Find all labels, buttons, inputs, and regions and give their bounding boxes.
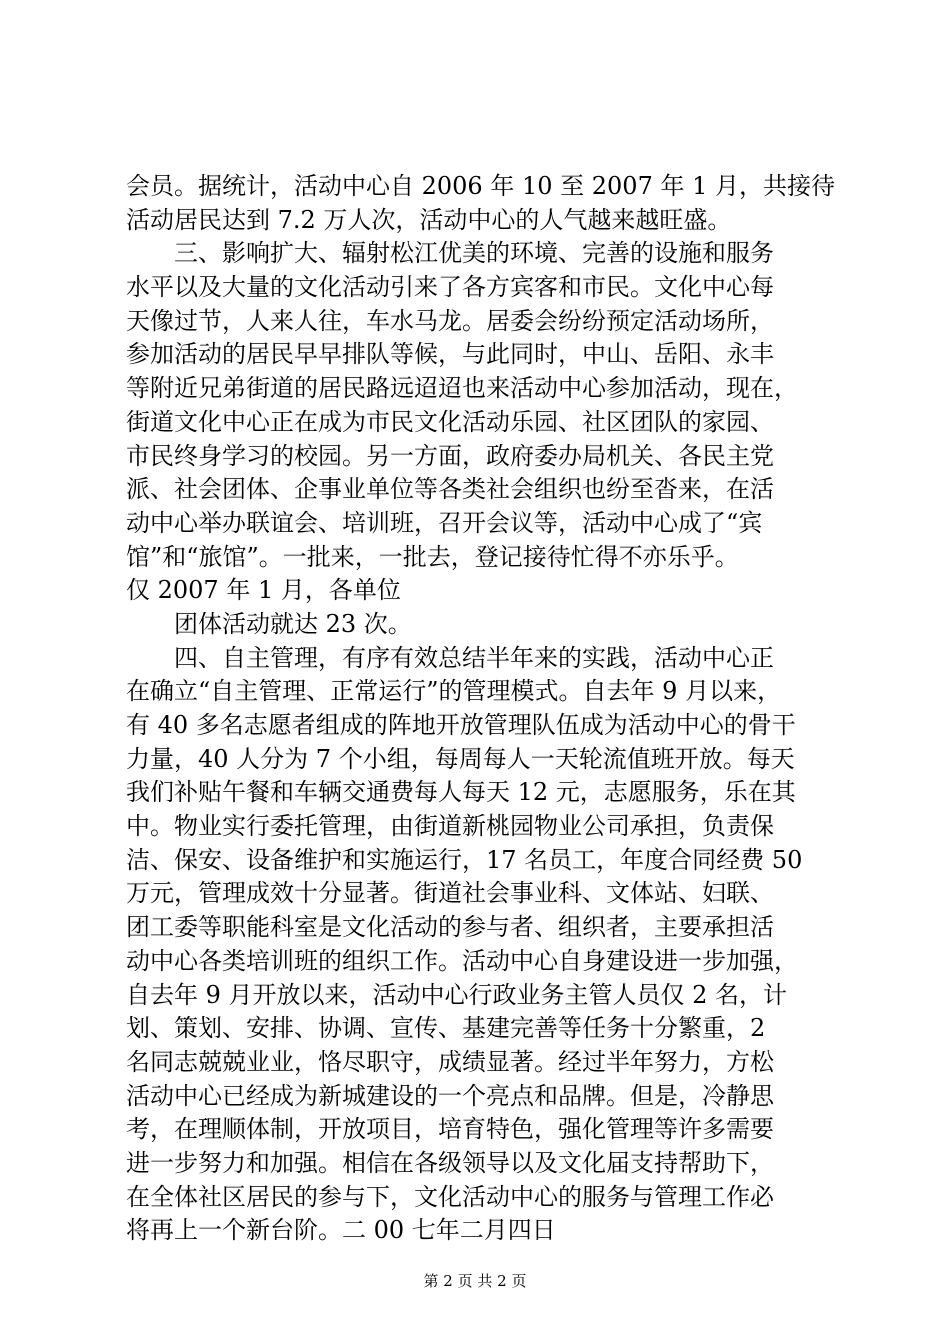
text-line: 三、影响扩大、辐射松江优美的环境、完善的设施和服务: [174, 239, 774, 268]
text-line: 在全体社区居民的参与下，文化活动中心的服务与管理工作必: [126, 1182, 774, 1211]
text-line: 四、自主管理，有序有效总结半年来的实践，活动中心正: [174, 643, 774, 672]
text-line: 团体活动就达 23 次。: [174, 609, 412, 638]
text-line: 有 40 多名志愿者组成的阵地开放管理队伍成为活动中心的骨干: [126, 711, 796, 739]
text-line: 自去年 9 月开放以来，活动中心行政业务主管人员仅 2 名，计: [126, 980, 788, 1009]
text-line: 在确立“自主管理、正常运行”的管理模式。自去年 9 月以来，: [126, 677, 782, 706]
text-line: 划、策划、安排、协调、宣传、基建完善等任务十分繁重，2: [126, 1014, 766, 1043]
text-line: 天像过节，人来人往，车水马龙。居委会纷纷预定活动场所，: [126, 306, 774, 335]
text-line: 将再上一个新台阶。二 00 七年二月四日: [126, 1216, 556, 1245]
document-body: [126, 170, 836, 1248]
text-line: 动中心举办联谊会、培训班，召开会议等，活动中心成了“宾: [126, 508, 763, 537]
text-line: 参加活动的居民早早排队等候，与此同时，中山、岳阳、永丰: [126, 340, 774, 369]
text-line: 动中心各类培训班的组织工作。活动中心自身建设进一步加强，: [126, 946, 798, 975]
text-line: 会员。据统计，活动中心自 2006 年 10 至 2007 年 1 月，共接待: [126, 172, 835, 200]
page-number-footer: 第 2 页 共 2 页: [423, 1272, 527, 1290]
text-line: 活动居民达到 7.2 万人次，活动中心的人气越来越旺盛。: [126, 205, 732, 234]
text-line: 等附近兄弟街道的居民路远迢迢也来活动中心参加活动，现在，: [126, 374, 798, 403]
text-line: 仅 2007 年 1 月，各单位: [126, 576, 401, 605]
text-line: 团工委等职能科室是文化活动的参与者、组织者，主要承担活: [126, 913, 774, 942]
text-line: 我们补贴午餐和车辆交通费每人每天 12 元，志愿服务，乐在其: [126, 778, 796, 807]
text-line: 进一步努力和加强。相信在各级领导以及文化届支持帮助下，: [126, 1148, 774, 1177]
text-line: 水平以及大量的文化活动引来了各方宾客和市民。文化中心每: [126, 273, 774, 302]
text-line: 市民终身学习的校园。另一方面，政府委办局机关、各民主党: [126, 441, 774, 470]
text-line: 洁、保安、设备维护和实施运行，17 名员工，年度合同经费 50: [126, 845, 803, 874]
text-line: 名同志兢兢业业，恪尽职守，成绩显著。经过半年努力，方松: [126, 1047, 774, 1076]
text-line: 活动中心已经成为新城建设的一个亮点和品牌。但是，冷静思: [126, 1081, 774, 1110]
text-line: 力量，40 人分为 7 个小组，每周每人一天轮流值班开放。每天: [126, 744, 795, 773]
text-line: 街道文化中心正在成为市民文化活动乐园、社区团队的家园、: [126, 407, 774, 436]
text-line: 考，在理顺体制，开放项目，培育特色，强化管理等许多需要: [126, 1115, 774, 1144]
text-line: 万元，管理成效十分显著。街道社会事业科、文体站、妇联、: [126, 879, 774, 908]
text-line: 中。物业实行委托管理，由街道新桃园物业公司承担，负责保: [126, 812, 774, 841]
text-line: 派、社会团体、企事业单位等各类社会组织也纷至沓来，在活: [126, 475, 774, 504]
text-line: 馆”和“旅馆”。一批来，一批去，登记接待忙得不亦乐乎。: [126, 542, 739, 571]
